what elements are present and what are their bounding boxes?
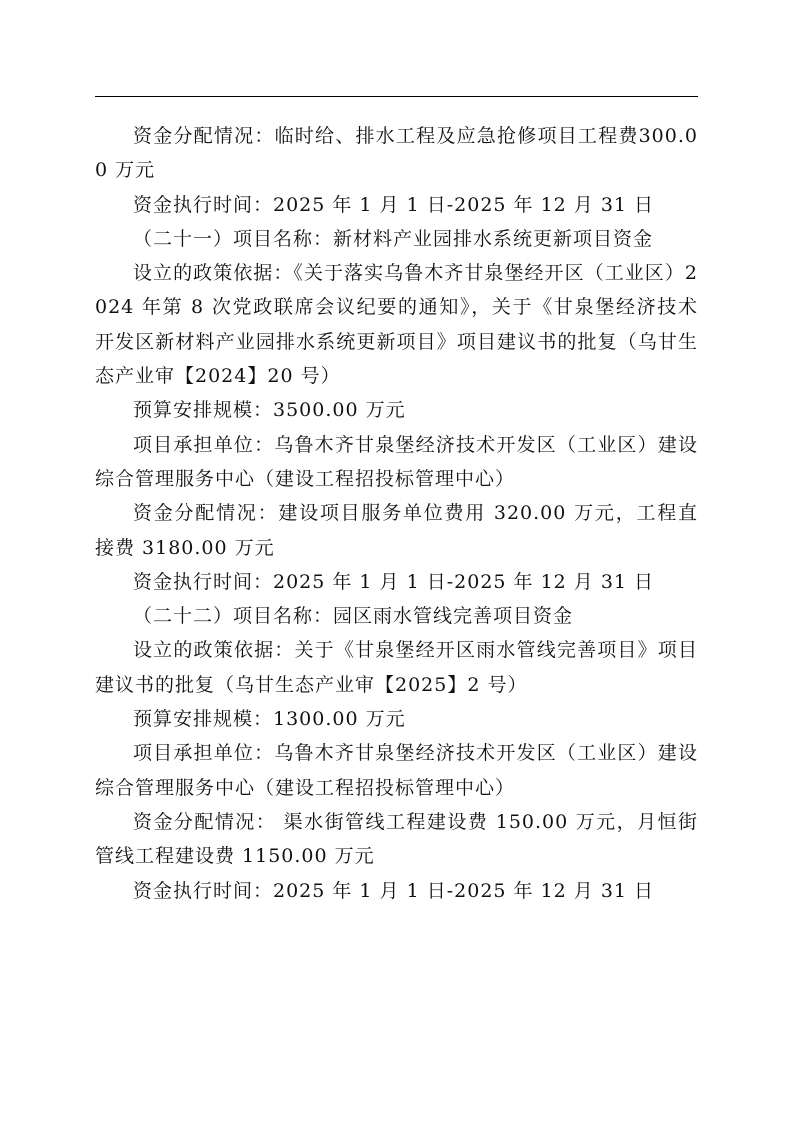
execution-time-paragraph: 资金执行时间：2025 年 1 月 1 日-2025 年 12 月 31 日 <box>133 570 655 593</box>
execution-time-paragraph: 资金执行时间：2025 年 1 月 1 日-2025 年 12 月 31 日 <box>133 193 655 216</box>
header-rule <box>95 96 698 97</box>
execution-time-paragraph: 资金执行时间：2025 年 1 月 1 日-2025 年 12 月 31 日 <box>133 879 655 902</box>
budget-scale-paragraph: 预算安排规模：1300.00 万元 <box>133 708 406 731</box>
policy-basis-paragraph: 设立的政策依据：《关于落实乌鲁木齐甘泉堡经开区（工业区）2024 年第 8 次党政联席会议纪要的通知》，关于《甘泉堡经济技术开发区新材料产业园排水系统更新项目》项目建议书的批复（乌甘生态产业审【2024】20 号） <box>95 262 698 388</box>
policy-basis-paragraph: 设立的政策依据：关于《甘泉堡经开区雨水管线完善项目》项目建议书的批复（乌甘生态产业审【2025】2 号） <box>95 639 698 696</box>
budget-scale-paragraph: 预算安排规模：3500.00 万元 <box>133 399 406 422</box>
undertaking-unit-paragraph: 项目承担单位：乌鲁木齐甘泉堡经济技术开发区（工业区）建设综合管理服务中心（建设工程招投标管理中心） <box>95 742 698 799</box>
fund-allocation-paragraph: 资金分配情况： 渠水街管线工程建设费 150.00 万元，月恒街管线工程建设费 1150.00 万元 <box>95 810 698 868</box>
fund-allocation-paragraph: 资金分配情况：建设项目服务单位费用 320.00 万元，工程直接费 3180.00 万元 <box>95 502 698 559</box>
document-body <box>95 119 698 908</box>
project-21-title: （二十一）项目名称：新材料产业园排水系统更新项目资金 <box>133 227 654 250</box>
fund-allocation-paragraph: 资金分配情况：临时给、排水工程及应急抢修项目工程费300.00 万元 <box>95 125 698 182</box>
project-22-title: （二十二）项目名称：园区雨水管线完善项目资金 <box>133 605 574 628</box>
undertaking-unit-paragraph: 项目承担单位：乌鲁木齐甘泉堡经济技术开发区（工业区）建设综合管理服务中心（建设工程招投标管理中心） <box>95 433 698 490</box>
